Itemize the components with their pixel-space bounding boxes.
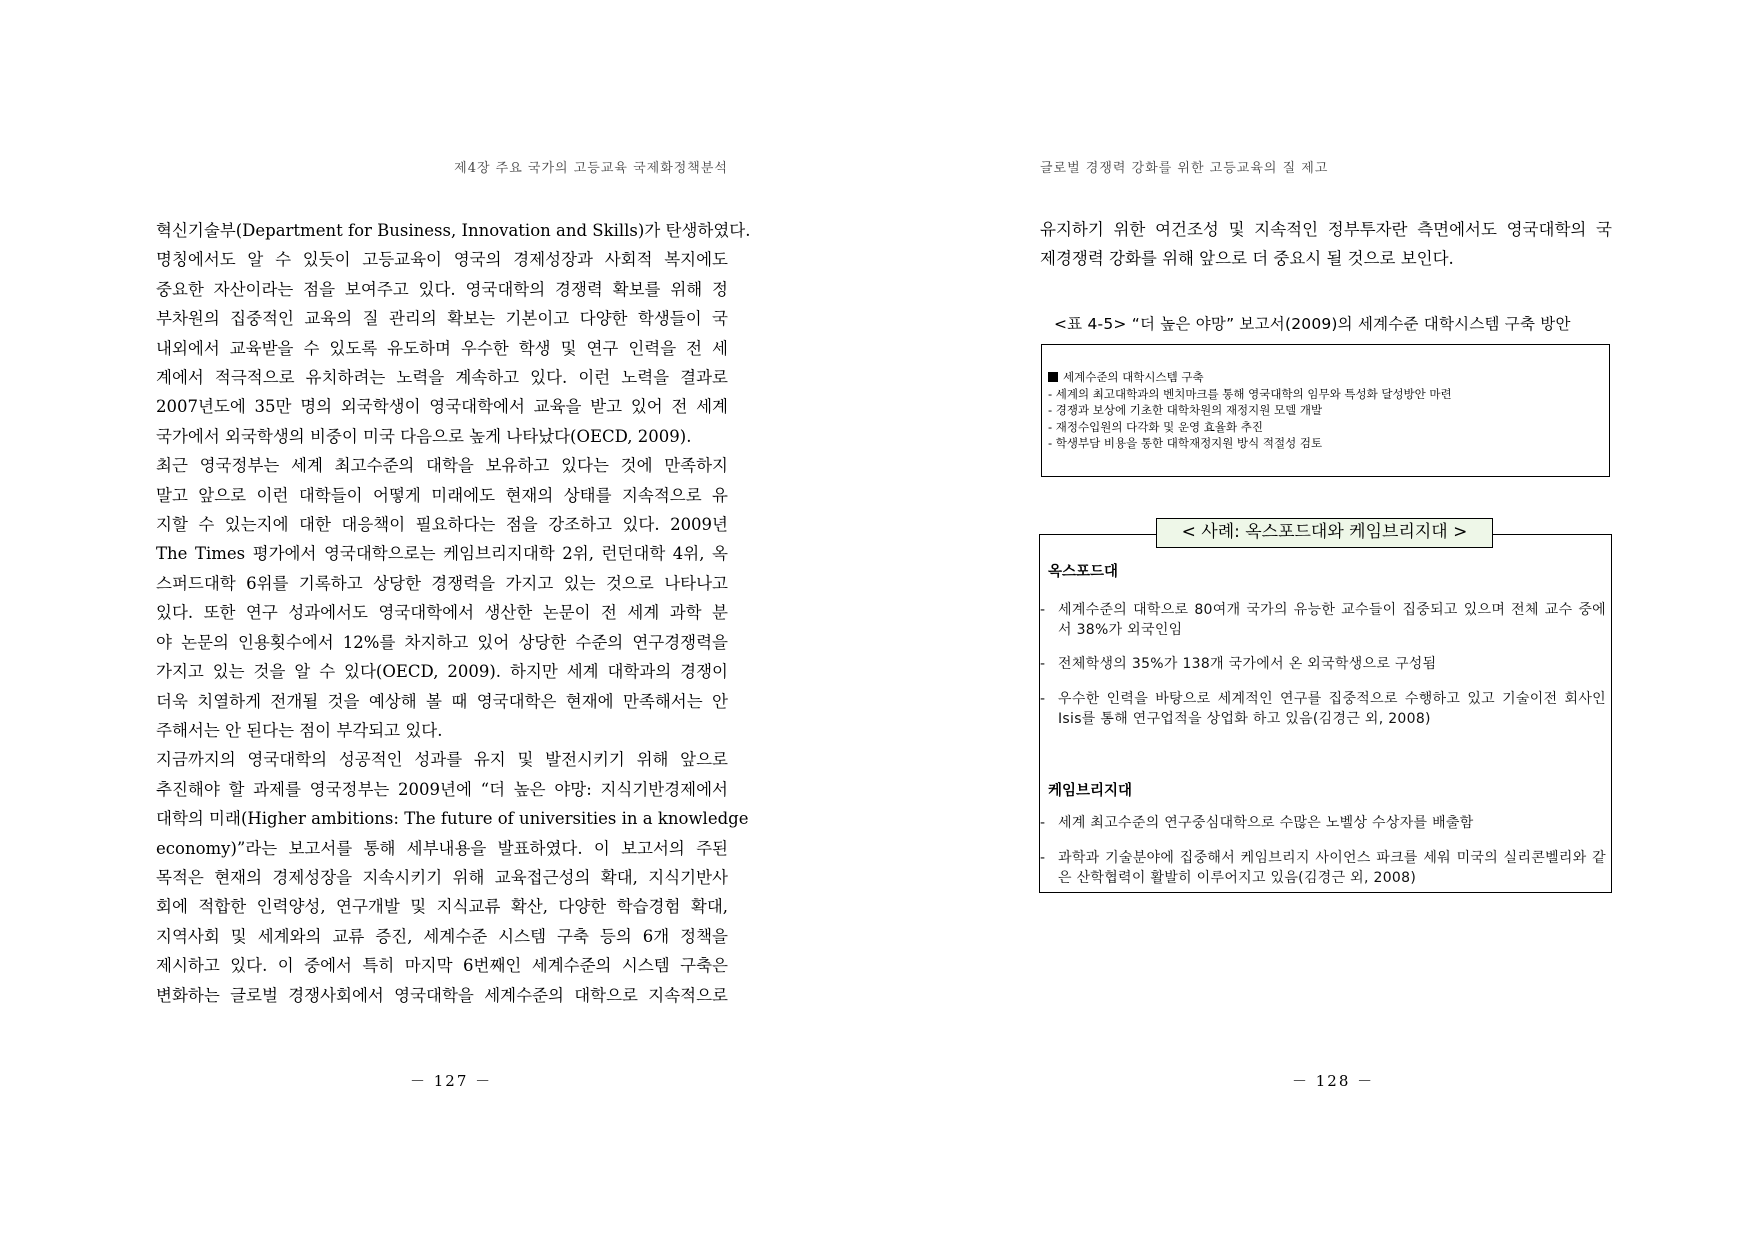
policy-item: - 경쟁과 보상에 기초한 대학차원의 재정지원 모델 개발 [1048,403,1323,417]
case-item-text: 세계 최고수준의 연구중심대학으로 수많은 노벨상 수상자를 배출함 [1058,815,1474,831]
body-line: The Times 평가에서 영국대학으로는 케임브리지대학 2위, 런던대학 4위, 옥 [156,544,728,564]
case-item-text: 우수한 인력을 바탕으로 세계적인 연구를 집중적으로 수행하고 있고 기술이전 회사인 Isis를 통해 연구업적을 상업화 하고 있음(김경근 외, 2008) [1058,691,1606,727]
dash-bullet: - [1040,850,1046,866]
table-caption: <표 4-5> “더 높은 야망” 보고서(2009)의 세계수준 대학시스템 구축 방안 [1054,315,1571,333]
policy-item: - 재정수입원의 다각화 및 운영 효율화 추진 [1048,419,1263,434]
dash-bullet: - [1040,691,1046,707]
body-line: 유지하기 위한 여건조성 및 지속적인 정부투자란 측면에서도 영국대학의 국 [1040,220,1612,239]
right-page-body [1040,215,1612,274]
body-line: 부차원의 집중적인 교육의 질 관리의 확보는 기본이고 다양한 학생들이 국 [156,309,728,329]
dash-bullet: - [1040,815,1046,831]
case-item [1040,600,1606,640]
page-number-left: － 127 － [410,1072,493,1090]
body-line: 회에 적합한 인력양성, 연구개발 및 지식교류 확산, 다양한 학습경험 확대, [156,897,728,917]
case-item-text: 과학과 기술분야에 집중해서 케임브리지 사이언스 파크를 세워 미국의 실리콘벨리와 같은 산학협력이 활발히 이루어지고 있음(김경근 외, 2008) [1058,850,1606,886]
body-line: 더욱 치열하게 전개될 것을 예상해 볼 때 영국대학은 현재에 만족해서는 안 [156,691,728,711]
dash-bullet: - [1040,602,1046,618]
body-line: 추진해야 할 과제를 영국정부는 2009년에 “더 높은 야망: 지식기반경제에서 [156,779,728,799]
case-heading-cambridge: 케임브리지대 [1048,783,1133,799]
body-line: 제경쟁력 강화를 위해 앞으로 더 중요시 될 것으로 보인다. [1040,249,1454,269]
body-line: 내외에서 교육받을 수 있도록 유도하며 우수한 학생 및 연구 인력을 전 세 [156,338,728,358]
case-item-text: 세계수준의 대학으로 80여개 국가의 유능한 교수들이 집중되고 있으며 전체 교수 중에서 38%가 외국인임 [1058,602,1606,638]
body-line: 혁신기술부(Department for Business, Innovation and Skills)가 탄생하였다. [156,221,751,240]
policy-box-title [1048,369,1609,386]
body-line: 명칭에서도 알 수 있듯이 고등교육이 영국의 경제성장과 사회적 복지에도 [156,250,728,270]
page-number-right: － 128 － [1292,1072,1375,1090]
case-item [1040,813,1606,833]
case-item [1040,689,1606,729]
body-line: 중요한 자산이라는 점을 보여주고 있다. 영국대학의 경쟁력 확보를 위해 정 [156,279,728,299]
body-line: 지역사회 및 세계와의 교류 증진, 세계수준 시스템 구축 등의 6개 정책을 [156,926,728,946]
left-page-body [156,216,751,1010]
case-item [1040,848,1606,888]
body-line: 제시하고 있다. 이 중에서 특히 마지막 6번째인 세계수준의 시스템 구축은 [156,956,728,976]
policy-item: - 학생부담 비용을 통한 대학재정지원 방식 적절성 검토 [1048,436,1323,450]
body-line: 스퍼드대학 6위를 기록하고 상당한 경쟁력을 가지고 있는 것으로 나타나고 [156,573,728,593]
dash-bullet: - [1040,656,1046,672]
body-line: 2007년도에 35만 명의 외국학생이 영국대학에서 교육을 받고 있어 전 세계 [156,397,728,417]
policy-item: - 세계의 최고대학과의 벤치마크를 통해 영국대학의 임무와 특성화 달성방안 마련 [1048,386,1452,401]
right-page-header: 글로벌 경쟁력 강화를 위한 고등교육의 질 제고 [1040,161,1329,176]
body-line: 최근 영국정부는 세계 최고수준의 대학을 보유하고 있다는 것에 만족하지 [156,456,728,476]
body-line: 지할 수 있는지에 대한 대응책이 필요하다는 점을 강조하고 있다. 2009년 [156,515,728,535]
case-box-title: < 사례: 옥스포드대와 케임브리지대 > [1156,518,1493,548]
case-box [1039,534,1612,893]
body-line: 가지고 있는 것을 알 수 있다(OECD, 2009). 하지만 세계 대학과의 경쟁이 [156,662,728,682]
body-line: 국가에서 외국학생의 비중이 미국 다음으로 높게 나타났다(OECD, 2009). [156,426,692,446]
body-line: 변화하는 글로벌 경쟁사회에서 영국대학을 세계수준의 대학으로 지속적으로 [156,985,728,1005]
body-line: 목적은 현재의 경제성장을 지속시키기 위해 교육접근성의 확대, 지식기반사 [156,867,728,887]
body-line: 주해서는 안 된다는 점이 부각되고 있다. [156,720,443,740]
body-line: 지금까지의 영국대학의 성공적인 성과를 유지 및 발전시키기 위해 앞으로 [156,750,728,770]
left-page-header: 제4장 주요 국가의 고등교육 국제화정책분석 [454,161,728,176]
policy-table-box [1041,344,1610,477]
case-item [1040,654,1606,674]
case-heading-oxford: 옥스포드대 [1048,564,1119,580]
policy-box-title-text: 세계수준의 대학시스템 구축 [1063,370,1204,384]
body-line: 대학의 미래(Higher ambitions: The future of universities in a knowledge [156,809,749,829]
body-line: 야 논문의 인용횟수에서 12%를 차지하고 있어 상당한 수준의 연구경쟁력을 [156,632,728,652]
body-line: 말고 앞으로 이런 대학들이 어떻게 미래에도 현재의 상태를 지속적으로 유 [156,485,728,505]
body-line: economy)”라는 보고서를 통해 세부내용을 발표하였다. 이 보고서의 주된 [156,838,728,858]
body-line: 계에서 적극적으로 유치하려는 노력을 계속하고 있다. 이런 노력을 결과로 [156,368,728,388]
body-line: 있다. 또한 연구 성과에서도 영국대학에서 생산한 논문이 전 세계 과학 분 [156,603,728,623]
case-item-text: 전체학생의 35%가 138개 국가에서 온 외국학생으로 구성됨 [1058,656,1437,672]
square-bullet-icon [1048,372,1058,382]
